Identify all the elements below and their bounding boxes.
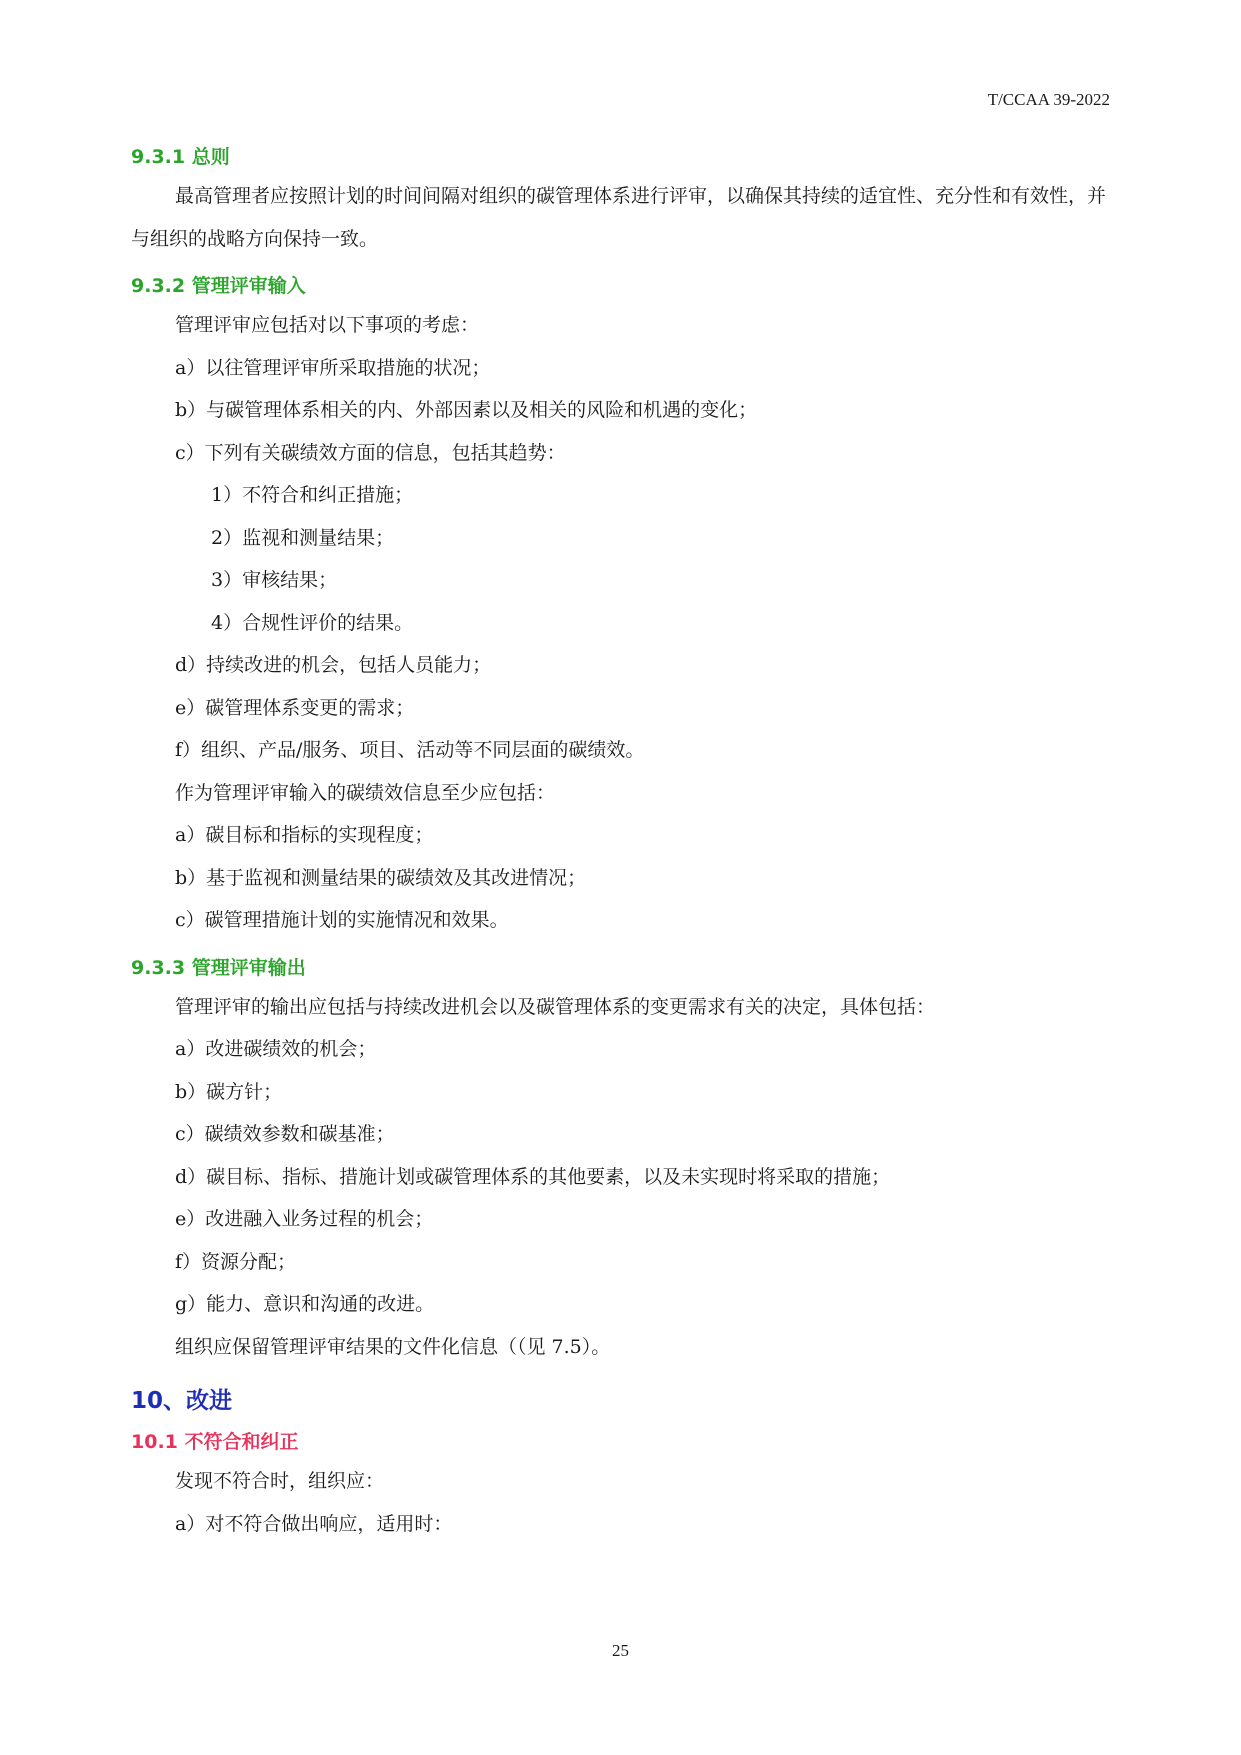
list-item: b）与碳管理体系相关的内、外部因素以及相关的风险和机遇的变化； <box>175 399 758 421</box>
document-body <box>131 137 1110 1545</box>
list-item: d）持续改进的机会，包括人员能力； <box>175 654 492 676</box>
sub-list-item: 1）不符合和纠正措施； <box>211 484 414 506</box>
list-item: b）基于监视和测量结果的碳绩效及其改进情况； <box>175 866 587 889</box>
page-number: 25 <box>612 1641 629 1660</box>
list-item: e）碳管理体系变更的需求； <box>175 696 415 719</box>
section-10-1-heading: 10.1 不符合和纠正 <box>131 1431 299 1453</box>
section-9-3-3-closing: 组织应保留管理评审结果的文件化信息（（见 7.5）。 <box>175 1335 611 1358</box>
chapter-10-heading: 10、改进 <box>131 1388 233 1414</box>
list-item: a）碳目标和指标的实现程度； <box>175 824 434 846</box>
list-item: b）碳方针； <box>175 1080 283 1103</box>
section-9-3-2-heading: 9.3.2 管理评审输入 <box>131 275 306 297</box>
sub-list-item: 4）合规性评价的结果。 <box>211 611 414 634</box>
sub-list-item: 2）监视和测量结果； <box>211 526 395 549</box>
list-item: d）碳目标、指标、措施计划或碳管理体系的其他要素，以及未实现时将采取的措施； <box>175 1165 891 1188</box>
section-9-3-3-intro: 管理评审的输出应包括与持续改进机会以及碳管理体系的变更需求有关的决定，具体包括： <box>175 995 936 1018</box>
list-item: a）以往管理评审所采取措施的状况； <box>175 356 491 379</box>
section-9-3-3-heading: 9.3.3 管理评审输出 <box>131 956 306 979</box>
list-item: g）能力、意识和沟通的改进。 <box>175 1293 435 1315</box>
list-item: c）碳管理措施计划的实施情况和效果。 <box>175 909 509 931</box>
list-item: c）下列有关碳绩效方面的信息，包括其趋势： <box>175 441 566 464</box>
section-9-3-1-heading: 9.3.1 总则 <box>131 146 230 168</box>
list-item: a）对不符合做出响应，适用时： <box>175 1512 453 1535</box>
document-code: T/CCAA 39-2022 <box>987 90 1110 109</box>
list-item: a）改进碳绩效的机会； <box>175 1038 377 1060</box>
section-10-1-intro: 发现不符合时，组织应： <box>175 1470 385 1492</box>
section-9-3-1-paragraph: 最高管理者应按照计划的时间间隔对组织的碳管理体系进行评审，以确保其持续的适宜性、充分性和有效性，并与组织的战略方向保持一致。 <box>131 185 1107 250</box>
list-item: f）资源分配； <box>175 1250 297 1273</box>
section-9-3-2-intro-2: 作为管理评审输入的碳绩效信息至少应包括： <box>175 781 556 804</box>
section-9-3-2-intro: 管理评审应包括对以下事项的考虑： <box>175 314 480 336</box>
list-item: f）组织、产品/服务、项目、活动等不同层面的碳绩效。 <box>175 739 645 761</box>
list-item: c）碳绩效参数和碳基准； <box>175 1123 395 1145</box>
list-item: e）改进融入业务过程的机会； <box>175 1208 434 1230</box>
sub-list-item: 3）审核结果； <box>211 569 338 591</box>
